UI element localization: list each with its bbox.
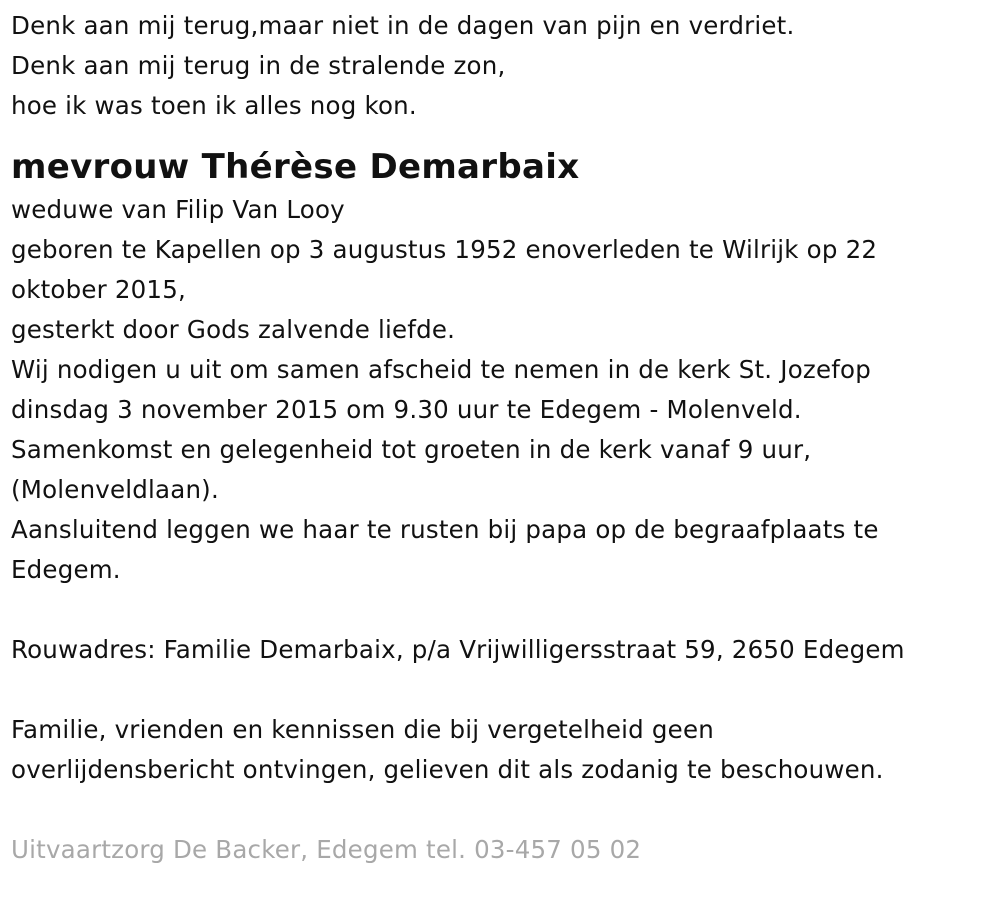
details-line-5: Wij nodigen u uit om samen afscheid te nemen in de kerk St. Jozefop bbox=[11, 355, 871, 384]
poem-line-2: Denk aan mij terug in de stralende zon, bbox=[11, 51, 506, 80]
spacer bbox=[11, 670, 1000, 710]
poem-line-3: hoe ik was toen ik alles nog kon. bbox=[11, 91, 417, 120]
notice-line-1: Familie, vrienden en kennissen die bij vergetelheid geen bbox=[11, 715, 714, 744]
funeral-home-footer: Uitvaartzorg De Backer, Edegem tel. 03-457 05 02 bbox=[11, 835, 642, 864]
details-line-6: dinsdag 3 november 2015 om 9.30 uur te Edegem - Molenveld. bbox=[11, 395, 802, 424]
notice-line-2: overlijdensbericht ontvingen, gelieven dit als zodanig te beschouwen. bbox=[11, 755, 884, 784]
details-line-10: Edegem. bbox=[11, 555, 121, 584]
poem-line-1: Denk aan mij terug,maar niet in de dagen van pijn en verdriet. bbox=[11, 11, 795, 40]
details-line-9: Aansluitend leggen we haar te rusten bij papa op de begraafplaats te bbox=[11, 515, 879, 544]
deceased-name: mevrouw Thérèse Demarbaix bbox=[11, 147, 580, 187]
notice bbox=[11, 710, 1000, 790]
details-line-3: oktober 2015, bbox=[11, 275, 186, 304]
details-line-2: geboren te Kapellen op 3 augustus 1952 enoverleden te Wilrijk op 22 bbox=[11, 235, 878, 264]
funeral-home bbox=[11, 830, 1000, 870]
details-line-4: gesterkt door Gods zalvende liefde. bbox=[11, 315, 456, 344]
details-line-1: weduwe van Filip Van Looy bbox=[11, 195, 345, 224]
obituary-details bbox=[11, 190, 1000, 590]
details-line-8: (Molenveldlaan). bbox=[11, 475, 219, 504]
mourning-address bbox=[11, 630, 1000, 670]
spacer bbox=[11, 590, 1000, 630]
details-line-7: Samenkomst en gelegenheid tot groeten in de kerk vanaf 9 uur, bbox=[11, 435, 812, 464]
poem bbox=[11, 6, 1000, 126]
spacer bbox=[11, 790, 1000, 830]
address-line: Rouwadres: Familie Demarbaix, p/a Vrijwilligersstraat 59, 2650 Edegem bbox=[11, 635, 905, 664]
